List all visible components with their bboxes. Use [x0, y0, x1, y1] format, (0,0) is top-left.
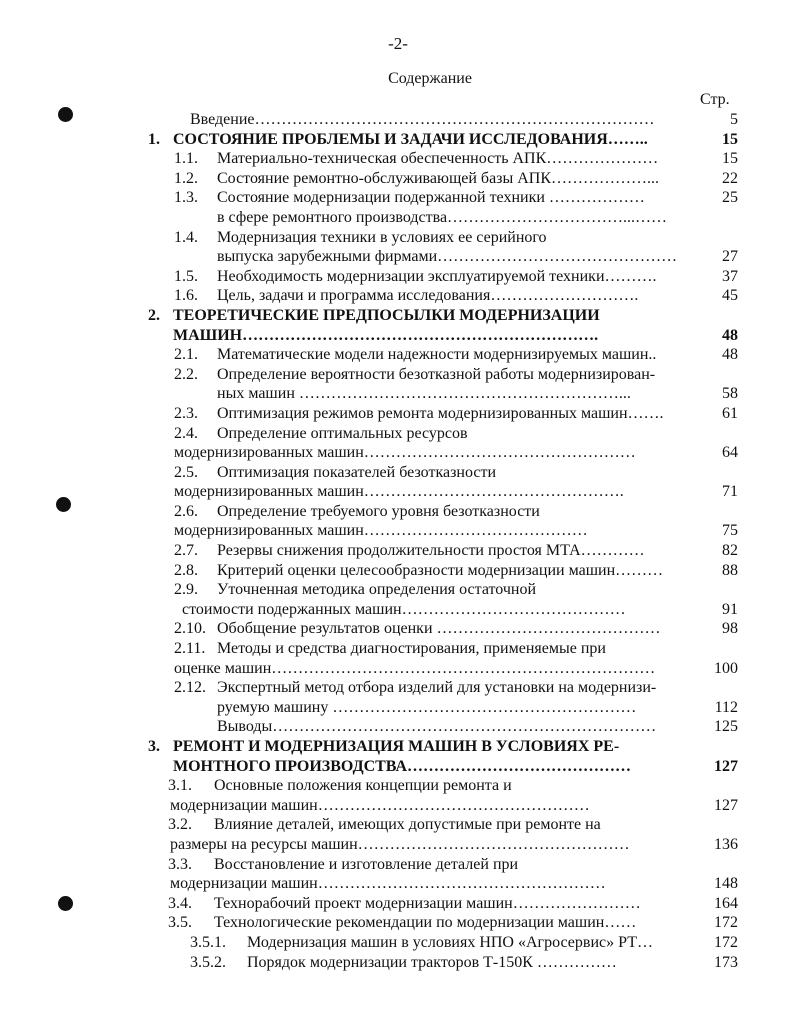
- toc-entry: [0, 365, 796, 385]
- document-title: Содержание: [388, 70, 472, 87]
- toc-chapter-line: [0, 130, 796, 150]
- toc-text: Определение оптимальных ресурсов: [217, 424, 468, 442]
- toc-entry: [0, 169, 796, 189]
- toc-page-number: 58: [722, 385, 738, 403]
- toc-text: Влияние деталей, имеющих допустимые при ремонте на: [214, 816, 601, 834]
- toc-number: 1.: [148, 130, 160, 148]
- toc-entry: [0, 953, 796, 973]
- toc-entry: [0, 855, 796, 875]
- toc-text: Материально-техническая обеспеченность АПК…………………: [217, 150, 659, 168]
- toc-number: 1.4.: [174, 228, 198, 246]
- toc-number: 1.3.: [174, 189, 198, 207]
- toc-text: МОНТНОГО ПРОИЗВОДСТВА……………………………………: [173, 757, 632, 775]
- toc-text: СОСТОЯНИЕ ПРОБЛЕМЫ И ЗАДАЧИ ИССЛЕДОВАНИЯ……..: [173, 130, 648, 148]
- toc-text: Основные положения концепции ремонта и: [214, 777, 512, 795]
- toc-text: РЕМОНТ И МОДЕРНИЗАЦИЯ МАШИН В УСЛОВИЯХ РЕ-: [173, 738, 620, 755]
- toc-entry: [0, 678, 796, 698]
- toc-page-number: 172: [714, 914, 738, 932]
- toc-number: 2.4.: [174, 424, 198, 442]
- toc-text: Математические модели надежности модернизируемых машин..: [217, 346, 657, 364]
- toc-page-number: 75: [722, 522, 738, 540]
- toc-page-number: 45: [722, 287, 738, 305]
- toc-page-number: 71: [722, 483, 738, 501]
- toc-text: Обобщение результатов оценки ……………………………………: [217, 620, 661, 638]
- toc-text: Критерий оценки целесообразности модернизации машин………: [217, 561, 664, 579]
- toc-number: 3.5.: [168, 914, 192, 932]
- toc-page-number: 112: [714, 698, 738, 716]
- toc-page-number: 100: [714, 659, 738, 677]
- toc-page-number: 125: [714, 718, 738, 736]
- toc-number: 1.6.: [174, 287, 198, 305]
- toc-text: Резервы снижения продолжительности простоя МТА…………: [217, 542, 645, 560]
- toc-page-number: 127: [714, 796, 738, 814]
- toc-text: Модернизация машин в условиях НПО «Агросервис» РТ…: [247, 933, 653, 951]
- toc-text: Технологические рекомендации по модернизации машин……: [214, 914, 637, 932]
- toc-text: размеры на ресурсы машин……………………………………………: [170, 835, 630, 853]
- toc-entry: [0, 659, 796, 679]
- toc-page-number: 25: [722, 189, 738, 207]
- toc-page-number: 5: [730, 111, 738, 128]
- toc-entry: [0, 228, 796, 248]
- toc-entry: [0, 815, 796, 835]
- toc-number: 2.5.: [174, 463, 198, 481]
- toc-entry: [0, 580, 796, 600]
- toc-number: 2.: [148, 306, 160, 324]
- toc-text: выпуска зарубежными фирмами………………………………………: [217, 248, 678, 266]
- toc-entry: [0, 188, 796, 208]
- toc-text: Оптимизация режимов ремонта модернизированных машин…….: [217, 404, 664, 422]
- toc-page-number: 127: [714, 757, 738, 775]
- toc-text: модернизированных машин……………………………………………: [174, 444, 636, 462]
- toc-text: Определение вероятности безотказной работы модернизирован-: [217, 365, 656, 383]
- toc-entry: [0, 149, 796, 169]
- toc-text: Состояние модернизации подержанной техники ………………: [217, 189, 645, 207]
- toc-page-number: 64: [722, 444, 738, 462]
- toc-text: Модернизация техники в условиях ее серийного: [217, 228, 547, 246]
- toc-page-number: 172: [714, 933, 738, 951]
- toc-entry: [0, 619, 796, 639]
- toc-text: модернизации машин……………………………………………: [170, 796, 590, 814]
- toc-entry: [0, 443, 796, 463]
- toc-text: Оптимизация показателей безотказности: [217, 463, 497, 481]
- toc-entry: [0, 384, 796, 404]
- toc-entry: [0, 835, 796, 855]
- toc-chapter-line: [0, 757, 796, 777]
- toc-text: оценке машин………………………………………………………………: [174, 659, 656, 677]
- toc-entry: [0, 482, 796, 502]
- toc-text: Порядок модернизации тракторов Т-150К ……………: [247, 953, 617, 971]
- toc-entry: [0, 267, 796, 287]
- toc-text: Методы и средства диагностирования, применяемые при: [217, 640, 606, 658]
- toc-text: Уточненная методика определения остаточной: [217, 581, 537, 599]
- toc-text: Технорабочий проект модернизации машин……………………: [214, 894, 641, 912]
- toc-page-number: 91: [722, 600, 738, 618]
- toc-page-number: 148: [714, 875, 738, 893]
- toc-number: 2.1.: [174, 346, 198, 364]
- toc-chapter-line: [0, 737, 796, 757]
- toc-text: Выводы………………………………………………………………: [217, 718, 657, 736]
- toc-entry: [0, 698, 796, 718]
- toc-number: 3.3.: [168, 855, 192, 873]
- toc-entry: [0, 521, 796, 541]
- toc-number: 1.1.: [174, 150, 198, 168]
- toc-entry: [0, 717, 796, 737]
- toc-number: 3.5.1.: [190, 933, 226, 951]
- toc-entry: [0, 110, 796, 130]
- page-column-label: Стр.: [700, 91, 730, 108]
- toc-page-number: 48: [722, 326, 738, 344]
- toc-text: Определение требуемого уровня безотказности: [217, 502, 540, 520]
- toc-text: Цель, задачи и программа исследования……………………….: [217, 287, 639, 305]
- toc-page-number: 22: [722, 169, 738, 187]
- toc-entry: [0, 286, 796, 306]
- toc-number: 3.2.: [168, 816, 192, 834]
- toc-page-number: 48: [722, 346, 738, 364]
- toc-entry: [0, 776, 796, 796]
- toc-text: Состояние ремонтно-обслуживающей базы АПК………………...: [217, 169, 660, 187]
- toc-number: 2.7.: [174, 542, 198, 560]
- toc-entry: [0, 796, 796, 816]
- page-number: -2-: [388, 34, 408, 53]
- toc-entry: [0, 208, 796, 228]
- toc-page-number: 98: [722, 620, 738, 638]
- toc-text: Восстановление и изготовление деталей при: [214, 855, 519, 873]
- toc-entry: [0, 933, 796, 953]
- toc-page-number: 173: [714, 953, 738, 971]
- toc-number: 3.: [148, 738, 160, 755]
- toc-entry: [0, 247, 796, 267]
- toc-number: 2.12.: [174, 679, 206, 697]
- toc-number: 3.5.2.: [190, 953, 226, 971]
- toc-text: модернизированных машин………………………………………….: [174, 483, 624, 501]
- toc-number: 2.3.: [174, 404, 198, 422]
- toc-number: 2.6.: [174, 502, 198, 520]
- toc-page-number: 82: [722, 542, 738, 560]
- toc-page-number: 61: [722, 404, 738, 422]
- toc-entry: [0, 404, 796, 424]
- toc-number: 3.1.: [168, 777, 192, 795]
- toc-text: модернизированных машин……………………………………: [174, 522, 588, 540]
- toc-number: 2.8.: [174, 561, 198, 579]
- toc-page-number: 164: [714, 894, 738, 912]
- toc-page-number: 27: [722, 248, 738, 266]
- toc-text: ных машин ……………………………………………………...: [217, 385, 631, 403]
- toc-entry: [0, 894, 796, 914]
- toc-entry: [0, 874, 796, 894]
- toc-entry: [0, 561, 796, 581]
- toc-text: Экспертный метод отбора изделий для установки на модернизи-: [217, 679, 657, 697]
- toc-text: руемую машину …………………………………………………: [217, 698, 637, 716]
- toc-number: 2.11.: [174, 640, 206, 658]
- toc-entry: [0, 345, 796, 365]
- toc-page-number: 88: [722, 561, 738, 579]
- toc-number: 1.2.: [174, 169, 198, 187]
- toc-chapter-line: [0, 326, 796, 346]
- toc-page-number: 37: [722, 267, 738, 285]
- toc-text: стоимости подержанных машин……………………………………: [182, 600, 626, 618]
- toc-text: МАШИН………………………………………………………….: [173, 326, 599, 344]
- toc-entry: [0, 600, 796, 620]
- toc-number: 2.2.: [174, 365, 198, 383]
- toc-entry: [0, 541, 796, 561]
- toc-chapter-line: [0, 306, 796, 326]
- toc-entry: [0, 502, 796, 522]
- toc-entry: [0, 639, 796, 659]
- toc-text: Введение…………………………………………………………………: [190, 111, 655, 128]
- table-of-contents: [0, 110, 796, 972]
- toc-entry: [0, 463, 796, 483]
- toc-number: 1.5.: [174, 267, 198, 285]
- toc-text: Необходимость модернизации эксплуатируемой техники……….: [217, 267, 657, 285]
- toc-page-number: 15: [722, 150, 738, 168]
- toc-number: 3.4.: [168, 894, 192, 912]
- toc-entry: [0, 913, 796, 933]
- toc-page-number: 136: [714, 835, 738, 853]
- toc-page-number: 15: [722, 130, 738, 148]
- toc-text: ТЕОРЕТИЧЕСКИЕ ПРЕДПОСЫЛКИ МОДЕРНИЗАЦИИ: [173, 306, 600, 324]
- toc-number: 2.9.: [174, 581, 198, 599]
- toc-text: в сфере ремонтного производства……………………………...……: [217, 208, 668, 226]
- toc-number: 2.10.: [174, 620, 206, 638]
- toc-entry: [0, 424, 796, 444]
- toc-text: модернизации машин………………………………………………: [170, 875, 606, 893]
